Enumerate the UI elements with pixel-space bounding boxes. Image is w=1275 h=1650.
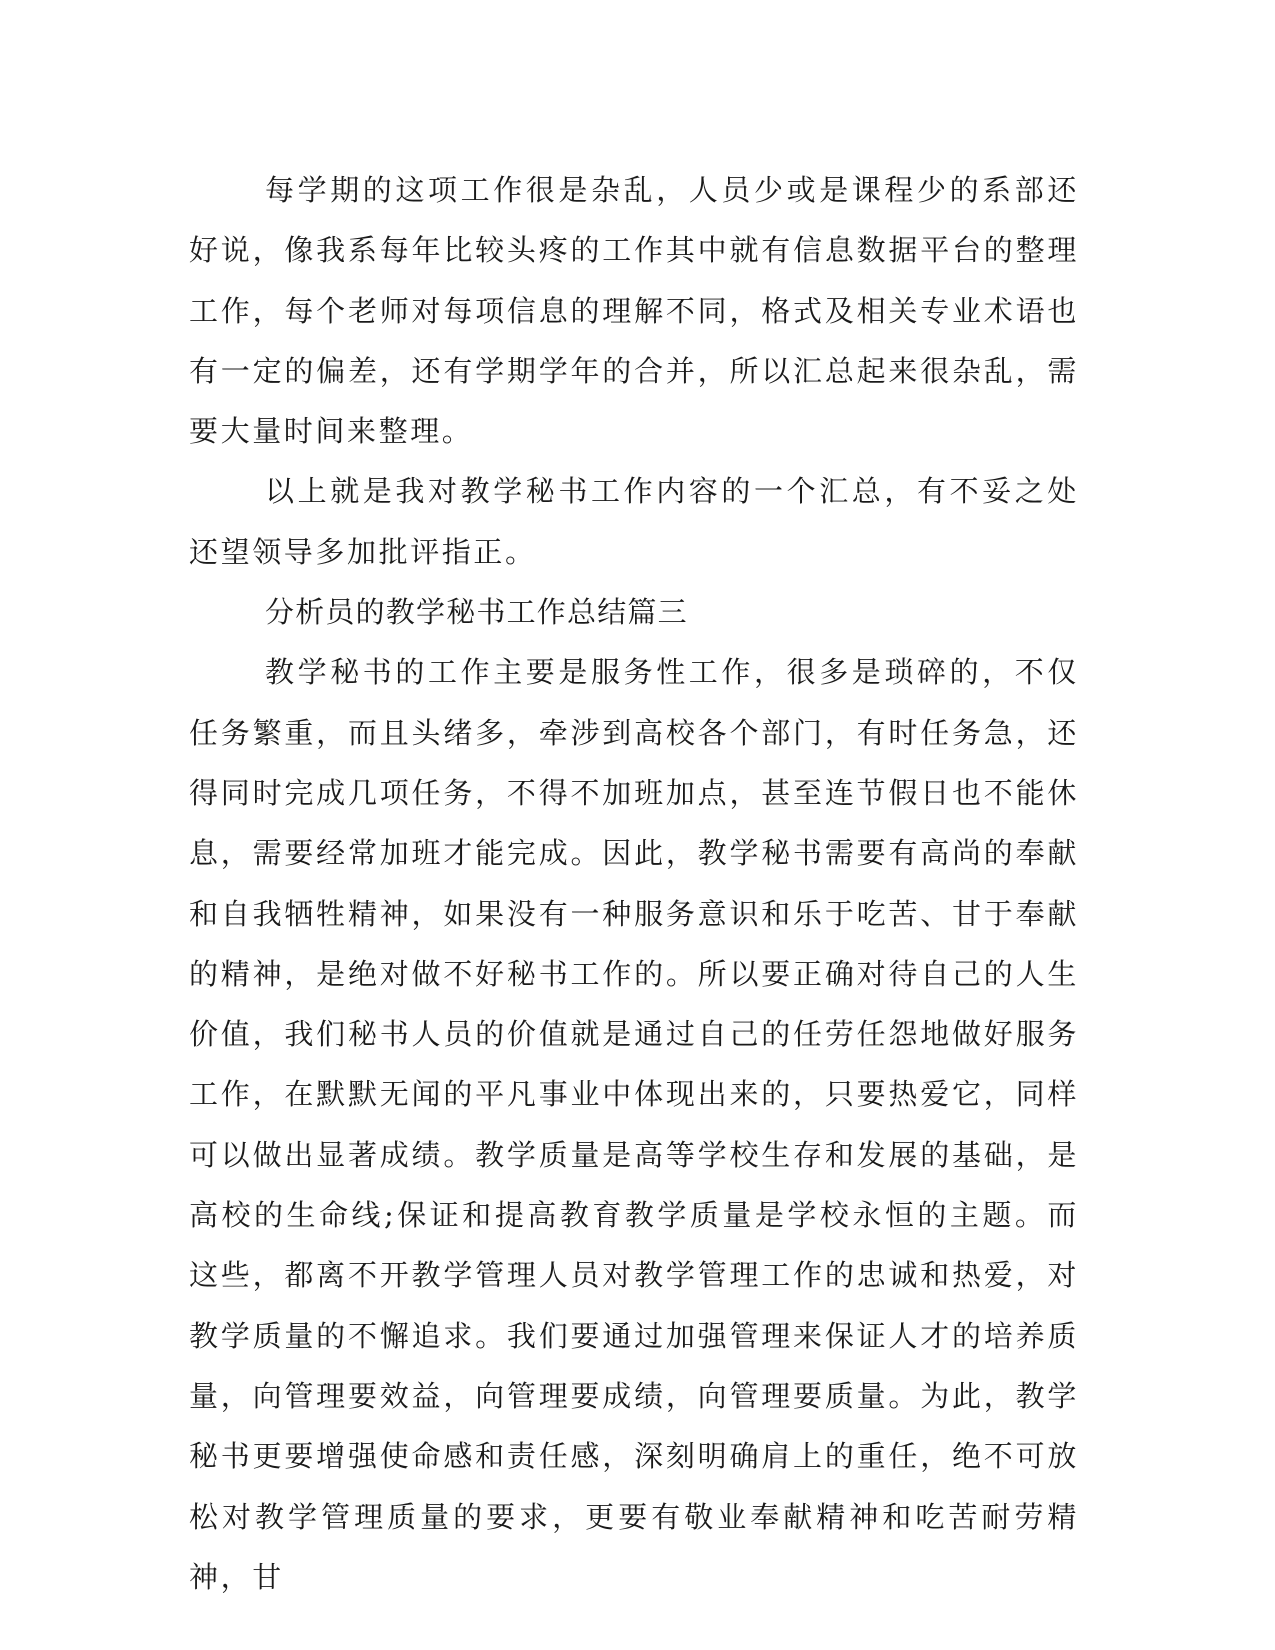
paragraph-summary-closing: 以上就是我对教学秘书工作内容的一个汇总，有不妥之处还望领导多加批评指正。 (189, 474, 1079, 569)
document-body (189, 160, 1079, 1607)
paragraph-section-three-body: 教学秘书的工作主要是服务性工作，很多是琐碎的，不仅任务繁重，而且头绪多，牵涉到高校各个部门，有时任务急，还得同时完成几项任务，不得不加班加点，甚至连节假日也不能休息，需要经常加班才能完成。因此，教学秘书需要有高尚的奉献和自我牺牲精神，如果没有一种服务意识和乐于吃苦、甘于奉献的精神，是绝对做不好秘书工作的。所以要正确对待自己的人生价值，我们秘书人员的价值就是通过自己的任劳任怨地做好服务工作，在默默无闻的平凡事业中体现出来的，只要热爱它，同样可以做出显著成绩。教学质量是高等学校生存和发展的基础，是高校的生命线;保证和提高教育教学质量是学校永恒的主题。而这些，都离不开教学管理人员对教学管理工作的忠诚和热爱，对教学质量的不懈追求。我们要通过加强管理来保证人才的培养质量，向管理要效益，向管理要成绩，向管理要质量。为此，教学秘书更要增强使命感和责任感，深刻明确肩上的重任，绝不可放松对教学管理质量的要求，更要有敬业奉献精神和吃苦耐劳精神，甘 (189, 655, 1079, 1594)
section-heading: 分析员的教学秘书工作总结篇三 (265, 595, 688, 630)
paragraph-data-platform: 每学期的这项工作很是杂乱，人员少或是课程少的系部还好说，像我系每年比较头疼的工作其中就有信息数据平台的整理工作，每个老师对每项信息的理解不同，格式及相关专业术语也有一定的偏差，还有学期学年的合并，所以汇总起来很杂乱，需要大量时间来整理。 (189, 173, 1079, 449)
